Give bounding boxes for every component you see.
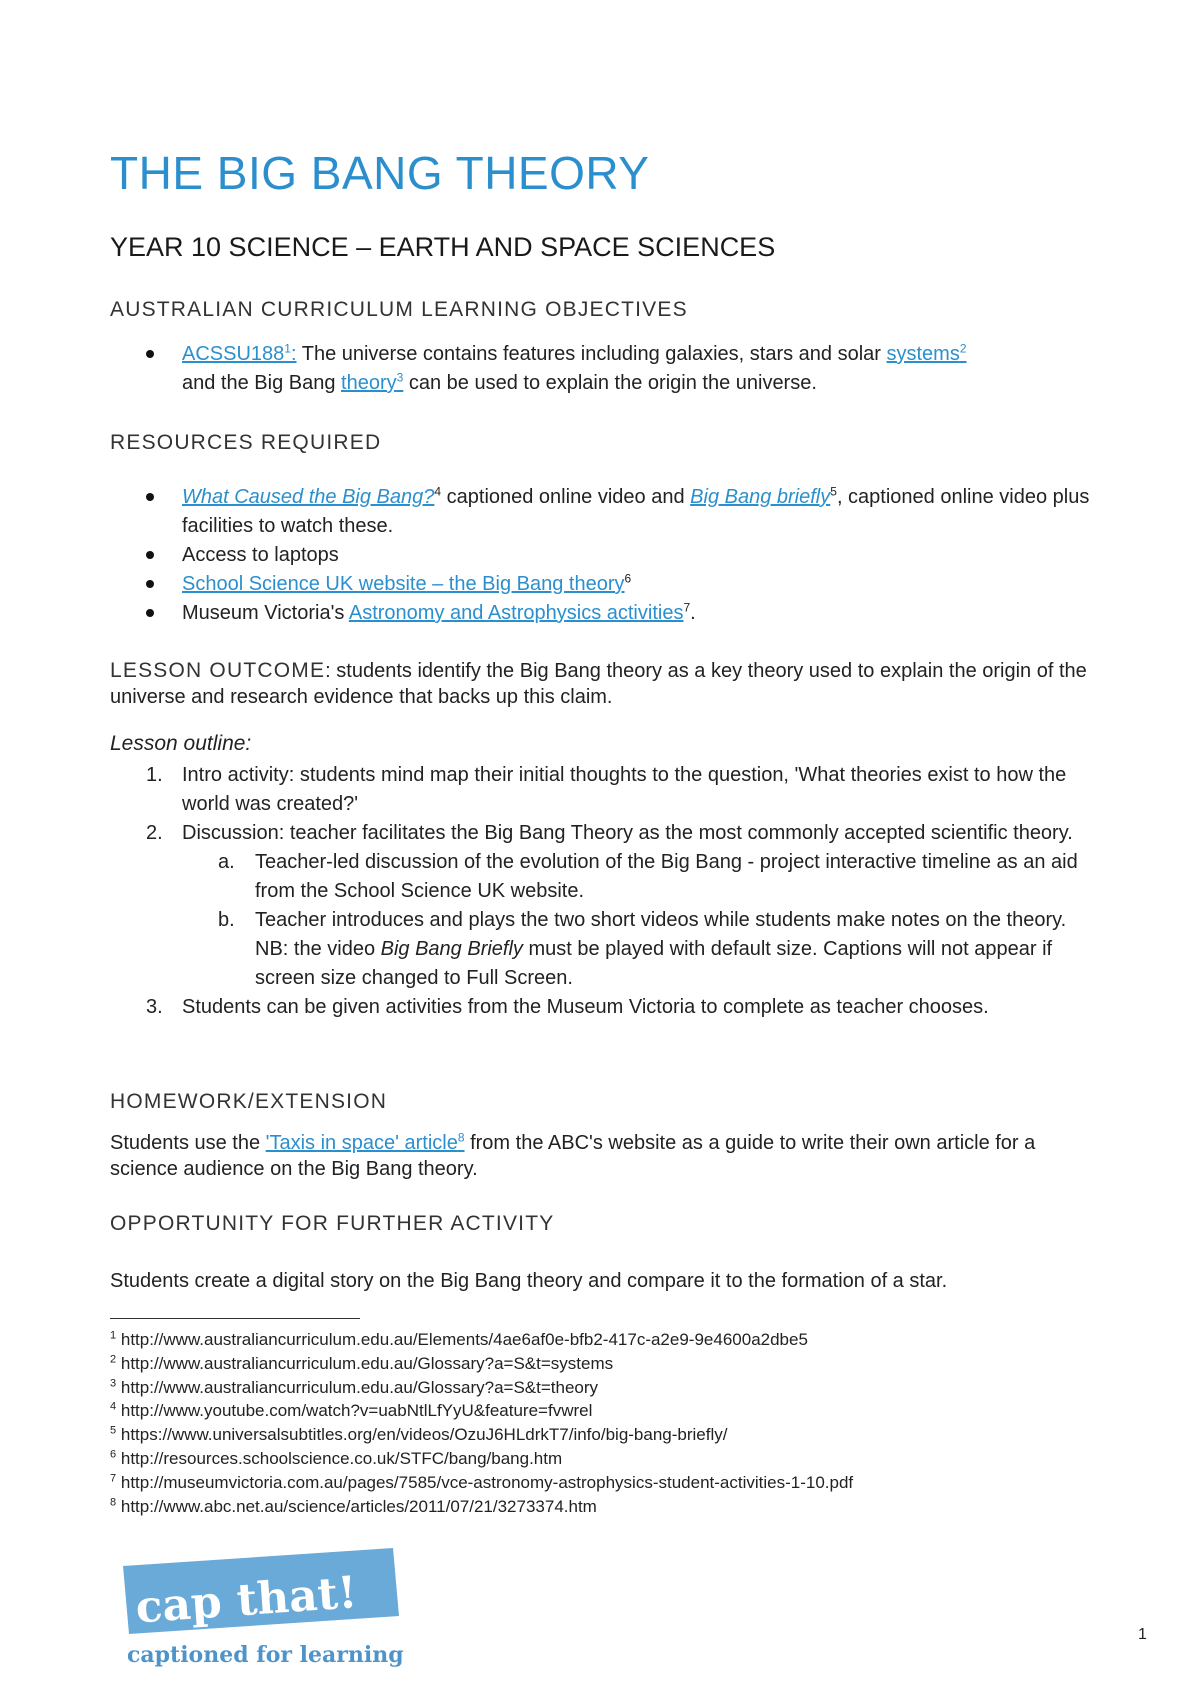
big-bang-briefly-link[interactable]: Big Bang briefly: [690, 486, 831, 508]
lesson-outcome: LESSON OUTCOME: students identify the Big Bang theory as a key theory used to explain the origin of the universe and research evidence that backs up this claim.: [110, 659, 1087, 708]
objectives-list: [110, 340, 1100, 398]
bullet-icon: [146, 350, 154, 358]
school-science-link[interactable]: School Science UK website – the Big Bang theory: [182, 573, 625, 595]
homework-text: Students use the 'Taxis in space' article$^8$ from the ABC's website as a guide to write their own article for a science audience on the Big Bang theory.: [110, 1130, 1036, 1180]
bullet-icon: [146, 493, 154, 501]
theory-link[interactable]: theory$^3$: [341, 370, 404, 394]
cap-that-logo: [117, 1544, 407, 1674]
page-subtitle: YEAR 10 SCIENCE – EARTH AND SPACE SCIENCES: [110, 232, 776, 262]
bullet-icon: [146, 580, 154, 588]
list-item: a. Teacher-led discussion of the evolution of the Big Bang - project interactive timeline as an aid from the School Science UK website.: [218, 851, 1078, 902]
objectives-heading: AUSTRALIAN CURRICULUM LEARNING OBJECTIVES: [110, 298, 688, 321]
list-item: 2. Discussion: teacher facilitates the Big Bang Theory as the most commonly accepted scientific theory.: [146, 822, 1073, 844]
outline-heading: Lesson outline:: [110, 732, 252, 755]
footnote: $^4$ http://www.youtube.com/watch?v=uabNtlLfYyU&feature=fvwrel: [110, 1400, 593, 1421]
footnote: $^2$ http://www.australiancurriculum.edu.au/Glossary?a=S&t=systems: [110, 1353, 614, 1373]
page-title: THE BIG BANG THEORY: [110, 147, 650, 199]
what-caused-big-bang-link[interactable]: What Caused the Big Bang?: [182, 486, 435, 508]
list-item: School Science UK website – the Big Bang theory$^6$: [110, 570, 1100, 599]
list-item: b. Teacher introduces and plays the two short videos while students make notes on the theory. NB: the video Big Bang Briefly must be played with default size. Captions will not appear if screen size changed to Full Screen.: [218, 909, 1067, 989]
acssu188-link[interactable]: $ACSSU188^1$:: [182, 341, 297, 365]
list-item: 3. Students can be given activities from the Museum Victoria to complete as teacher chooses.: [146, 996, 989, 1018]
homework-heading: HOMEWORK/EXTENSION: [110, 1090, 388, 1113]
further-heading: OPPORTUNITY FOR FURTHER ACTIVITY: [110, 1212, 555, 1235]
list-item: Access to laptops: [110, 541, 1100, 570]
footnotes: [110, 1328, 1100, 1518]
resources-heading: RESOURCES REQUIRED: [110, 431, 382, 454]
resources-list: [110, 483, 1100, 628]
logo-main-text: cap that!: [133, 1567, 359, 1634]
footnote: $^6$ http://resources.schoolscience.co.uk/STFC/bang/bang.htm: [110, 1448, 563, 1468]
bullet-icon: [146, 551, 154, 559]
list-item: $ACSSU188^1$: The universe contains features including galaxies, stars and solar systems$^2$ and the Big Bang theory$^3$ can be used to explain the origin the universe.: [110, 340, 1100, 398]
outline-list: [110, 761, 1100, 1022]
outcome-label: LESSON OUTCOME: [110, 659, 326, 682]
page-number: 1: [1138, 1626, 1147, 1643]
footnote: $^7$ http://museumvictoria.com.au/pages/7585/vce-astronomy-astrophysics-student-activities-1-10.pdf: [110, 1472, 854, 1492]
footnote: $^8$ http://www.abc.net.au/science/articles/2011/07/21/3273374.htm: [110, 1495, 597, 1516]
astronomy-activities-link[interactable]: Astronomy and Astrophysics activities: [348, 602, 684, 624]
footnote: $^5$ https://www.universalsubtitles.org/en/videos/OzuJ6HLdrkT7/info/big-bang-briefly/: [110, 1424, 728, 1445]
systems-link[interactable]: systems$^2$: [886, 341, 967, 365]
list-item: 1. Intro activity: students mind map their initial thoughts to the question, 'What theories exist to how the world was created?': [146, 764, 1067, 815]
further-text: Students create a digital story on the Big Bang theory and compare it to the formation of a star.: [110, 1270, 948, 1292]
footnote: $^3$ http://www.australiancurriculum.edu.au/Glossary?a=S&t=theory: [110, 1376, 599, 1397]
logo-tagline: captioned for learning: [127, 1642, 404, 1668]
bullet-icon: [146, 609, 154, 617]
list-item: Museum Victoria's Astronomy and Astrophysics activities$^7$.: [110, 599, 1100, 628]
footnote: $^1$ http://www.australiancurriculum.edu.au/Elements/4ae6af0e-bfb2-417c-a2e9-9e4600a2dbe5: [110, 1329, 808, 1349]
footnote-divider: [110, 1318, 360, 1319]
taxis-in-space-link[interactable]: 'Taxis in space' article$^8$: [265, 1130, 465, 1154]
list-item: What Caused the Big Bang?$^4$ captioned online video and Big Bang briefly$^5$, captioned online video plus facilities to watch these.: [110, 483, 1100, 541]
